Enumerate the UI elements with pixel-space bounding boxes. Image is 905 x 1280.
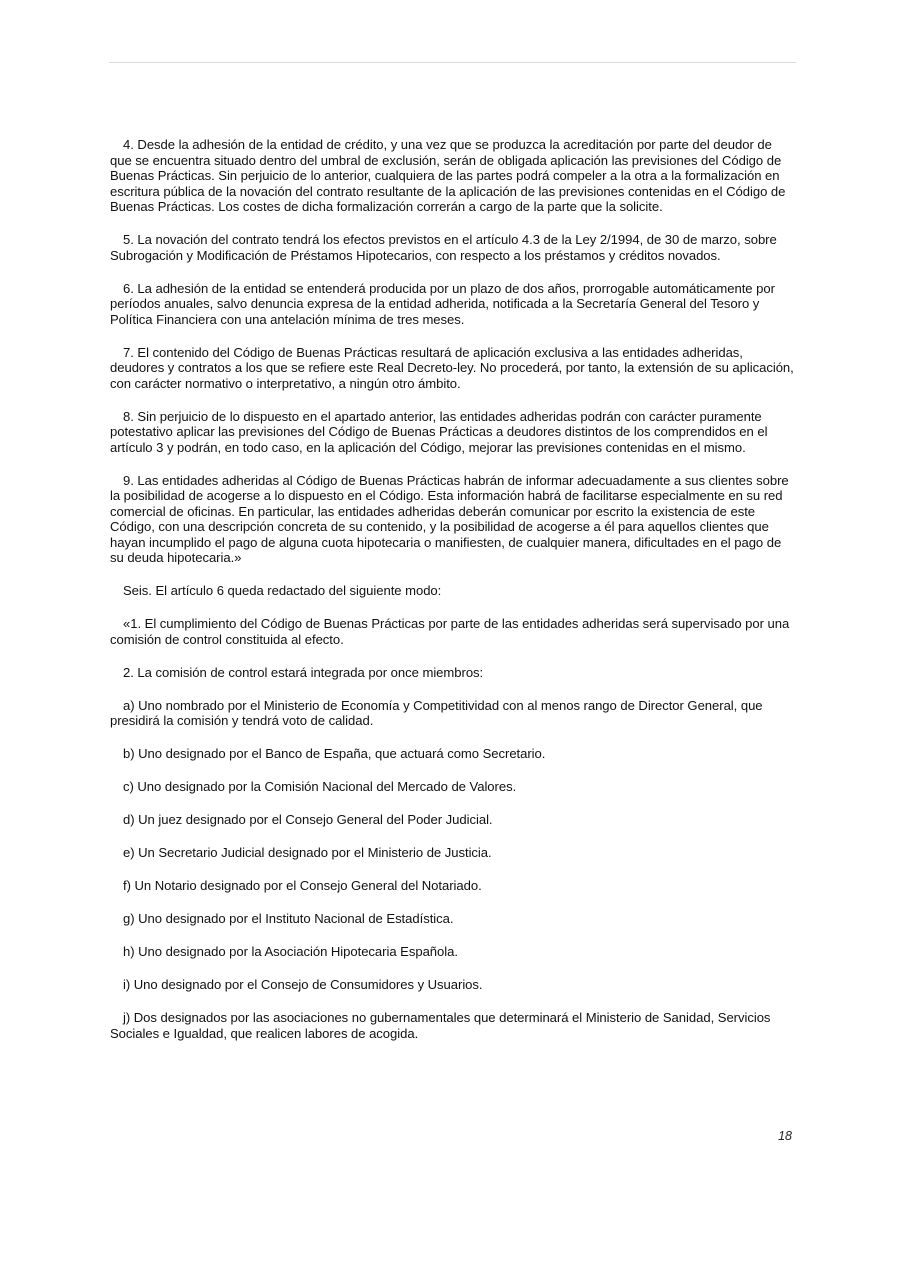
paragraph-6: 6. La adhesión de la entidad se entenderá producida por un plazo de dos años, prorrogable automáticamente por períodos anuales, salvo denuncia expresa de la entidad adherida, notificada a la Secretaría General del Tesoro y Política Financiera con una antelación mínima de tres meses. bbox=[110, 280, 775, 327]
list-item-a: a) Uno nombrado por el Ministerio de Economía y Competitividad con al menos rango de Director General, que presidirá la comisión y tendrá voto de calidad. bbox=[110, 697, 763, 728]
page-number: 18 bbox=[778, 1129, 792, 1143]
document-body bbox=[110, 137, 796, 1059]
header-divider bbox=[109, 62, 796, 63]
paragraph-5: 5. La novación del contrato tendrá los efectos previstos en el artículo 4.3 de la Ley 2/1994, de 30 de marzo, sobre Subrogación y Modificación de Préstamos Hipotecarios, con respecto a los préstamos y créditos novados. bbox=[110, 232, 777, 263]
paragraph-9: 9. Las entidades adheridas al Código de Buenas Prácticas habrán de informar adecuadamente a sus clientes sobre la posibilidad de acogerse a lo dispuesto en el Código. Esta información habrá de facilitarse especialmente en su red comercial de oficinas. En particular, las entidades adheridas deberán comunicar por escrito la existencia de este Código, con una descripción concreta de su contenido, y la posibilidad de acogerse a él para aquellos clientes que hayan incumplido el pago de alguna cuota hipotecaria o manifiesten, de cualquier manera, dificultades en el pago de su deuda hipotecaria.» bbox=[110, 472, 789, 565]
list-item-i: i) Uno designado por el Consejo de Consumidores y Usuarios. bbox=[123, 977, 483, 992]
paragraph-8: 8. Sin perjuicio de lo dispuesto en el apartado anterior, las entidades adheridas podrán con carácter puramente potestativo aplicar las previsiones del Código de Buenas Prácticas a deudores distintos de los comprendidos en el artículo 3 y podrán, en todo caso, en la aplicación del Código, mejorar las previsiones contenidas en el mismo. bbox=[110, 408, 768, 455]
paragraph-art6-2: 2. La comisión de control estará integrada por once miembros: bbox=[123, 664, 484, 680]
list-item-g: g) Uno designado por el Instituto Nacional de Estadística. bbox=[123, 911, 454, 926]
list-item-d: d) Un juez designado por el Consejo General del Poder Judicial. bbox=[123, 812, 493, 827]
list-item-j: j) Dos designados por las asociaciones no gubernamentales que determinará el Ministerio de Sanidad, Servicios Sociales e Igualdad, que realicen labores de acogida. bbox=[110, 1010, 771, 1041]
list-item-f: f) Un Notario designado por el Consejo General del Notariado. bbox=[123, 878, 482, 893]
list-item-e: e) Un Secretario Judicial designado por el Ministerio de Justicia. bbox=[123, 845, 492, 860]
list-item-c: c) Uno designado por la Comisión Nacional del Mercado de Valores. bbox=[123, 779, 517, 794]
paragraph-4: 4. Desde la adhesión de la entidad de crédito, y una vez que se produzca la acreditación por parte del deudor de que se encuentra situado dentro del umbral de exclusión, serán de obligada aplicación las previsiones del Código de Buenas Prácticas. Sin perjuicio de lo anterior, cualquiera de las partes podrá compeler a la otra a la formalización en escritura pública de la novación del contrato resultante de la aplicación de las previsiones contenidas en el Código de Buenas Prácticas. Los costes de dicha formalización correrán a cargo de la parte que la solicite. bbox=[110, 137, 786, 214]
list-item-b: b) Uno designado por el Banco de España, que actuará como Secretario. bbox=[123, 746, 546, 761]
paragraph-seis: Seis. El artículo 6 queda redactado del siguiente modo: bbox=[123, 583, 442, 598]
paragraph-7: 7. El contenido del Código de Buenas Prácticas resultará de aplicación exclusiva a las entidades adheridas, deudores y contratos a los que se refiere este Real Decreto-ley. No procederá, por tanto, la extensión de su aplicación, con carácter normativo o interpretativo, a ningún otro ámbito. bbox=[110, 344, 794, 391]
paragraph-art6-1: «1. El cumplimiento del Código de Buenas Prácticas por parte de las entidades adheridas será supervisado por una comisión de control constituida al efecto. bbox=[110, 616, 790, 647]
list-item-h: h) Uno designado por la Asociación Hipotecaria Española. bbox=[123, 944, 458, 959]
